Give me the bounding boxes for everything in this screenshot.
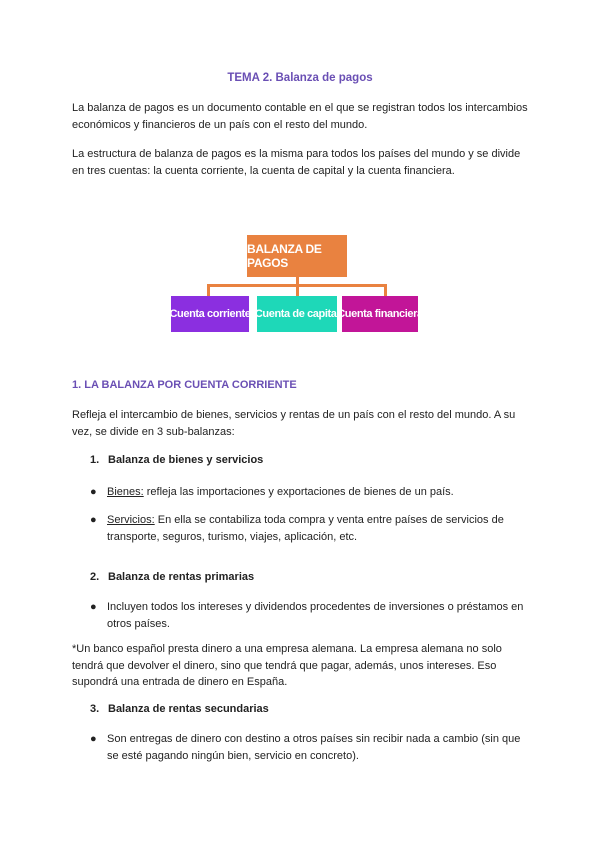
item-text: Son entregas de dinero con destino a otros países sin recibir nada a cambio (sin que se esté pagando ningún bien, servicio en concreto). (107, 733, 521, 762)
subsection-number: 2. (90, 571, 100, 583)
intro-paragraph-2: La estructura de balanza de pagos es la misma para todos los países del mundo y se divide en tres cuentas: la cuenta corriente, la cuenta de capital y la cuenta financiera. (72, 148, 521, 177)
document-title: TEMA 2. Balanza de pagos (227, 72, 373, 84)
subsection-heading-2 (90, 571, 254, 583)
list-item (90, 599, 530, 632)
diagram-root-box: BALANZA DE PAGOS (247, 235, 347, 277)
bullet-icon: ● (90, 601, 97, 613)
term: Servicios: (107, 514, 155, 526)
subsection-title: Balanza de rentas secundarias (108, 703, 269, 715)
item-text: Incluyen todos los intereses y dividendos procedentes de inversiones o préstamos en otros países. (107, 601, 524, 630)
subsection-title: Balanza de rentas primarias (108, 571, 255, 583)
list-item (90, 731, 530, 764)
diagram-connector-left (207, 284, 210, 296)
item-text: En ella se contabiliza toda compra y venta entre países de servicios de transporte, seguros, turismo, viajes, aplicación, etc. (107, 514, 504, 543)
subsection-heading-1 (90, 454, 263, 466)
item-text: refleja las importaciones y exportaciones de bienes de un país. (143, 486, 454, 498)
list-item (90, 484, 530, 501)
bullet-icon: ● (90, 733, 97, 745)
list-item (90, 512, 530, 545)
subsection-title: Balanza de bienes y servicios (108, 454, 264, 466)
subsection-number: 1. (90, 454, 100, 466)
balance-diagram (169, 235, 423, 337)
diagram-child-cuenta-financiera: Cuenta financiera (342, 296, 418, 332)
diagram-connector-middle (296, 284, 299, 296)
subsection-number: 3. (90, 703, 100, 715)
diagram-child-cuenta-corriente: Cuenta corriente (171, 296, 249, 332)
intro-paragraph-1: La balanza de pagos es un documento contable en el que se registran todos los intercambios económicos y financieros de un país con el resto del mundo. (72, 102, 528, 131)
diagram-connector-right (384, 284, 387, 296)
bullet-icon: ● (90, 486, 97, 498)
section-heading: 1. LA BALANZA POR CUENTA CORRIENTE (72, 379, 297, 391)
section-intro: Refleja el intercambio de bienes, servicios y rentas de un país con el resto del mundo. A su vez, se divide en 3 sub-balanzas: (72, 409, 516, 438)
subsection-heading-3 (90, 703, 269, 715)
term: Bienes: (107, 486, 144, 498)
example-paragraph: *Un banco español presta dinero a una empresa alemana. La empresa alemana no solo tendrá que devolver el dinero, sino que tendrá que pagar, además, unos intereses. Eso supondrá una entrada de dinero en España. (72, 643, 502, 688)
diagram-child-cuenta-capital: Cuenta de capital (257, 296, 337, 332)
bullet-icon: ● (90, 514, 97, 526)
